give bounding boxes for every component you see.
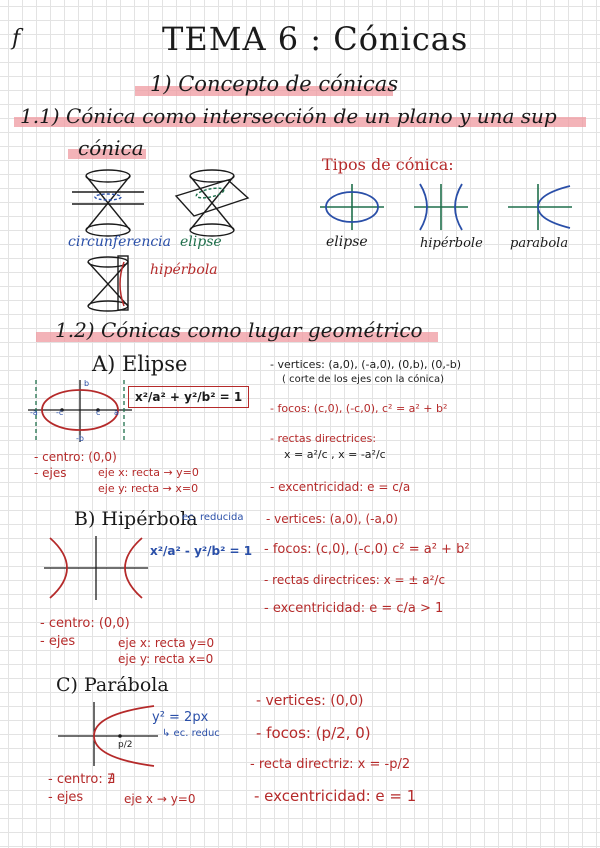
elipse-label-a: a [114,408,119,417]
hiperbola-vertices: - vertices: (a,0), (-a,0) [266,512,398,526]
elipse-label-neg-a: -a [30,408,38,417]
elipse-label-c: c [96,408,101,417]
parabola-p-half: p/2 [118,740,133,750]
parabola-vertices: - vertices: (0,0) [256,693,364,709]
tipo-label-parabola: parabola [510,236,569,251]
page-title: TEMA 6 : Cónicas [162,20,469,58]
elipse-vertices: - vertices: (a,0), (-a,0), (0,b), (0,-b) [270,358,462,371]
elipse-ejes: - ejes [34,466,67,480]
elipse-directrices-eq: x = a²/c , x = -a²/c [284,448,386,461]
hiperbola-focos: - focos: (c,0), (-c,0) c² = a² + b² [264,542,470,557]
parabola-heading: C) Parábola [56,674,169,696]
elipse-vertices-note: ( corte de los ejes con la cónica) [282,374,444,385]
elipse-excentricidad: - excentricidad: e = c/a [270,480,411,494]
section1-heading: 1) Concepto de cónicas [150,72,399,96]
tipo-parabola-figure [508,184,572,230]
elipse-equation [128,386,249,408]
elipse-label-neg-b: -b [76,434,84,443]
sub12-heading: 1.2) Cónicas como lugar geométrico [55,318,423,342]
elipse-label-neg-c: -c [56,408,64,417]
parabola-focos: - focos: (p/2, 0) [256,724,371,742]
hiperbola-directrices: - rectas directrices: x = ± a²/c [264,573,446,587]
parabola-diagram [58,702,158,766]
hiperbola-excentricidad: - excentricidad: e = c/a > 1 [264,601,444,616]
tipo-elipse-figure [320,184,384,230]
elipse-eje-y: eje y: recta → x=0 [98,482,199,495]
sub11-heading-line2: cónica [78,136,144,160]
hiperbola-equation: x²/a² - y²/b² = 1 [150,544,253,558]
hiperbola-diagram [44,536,148,600]
elipse-label-b: b [84,379,90,388]
tipo-label-elipse: elipse [326,234,368,250]
label-circunferencia: circunferencia [68,234,172,250]
parabola-centro: - centro: ∄ [48,772,116,787]
parabola-excentricidad: - excentricidad: e = 1 [254,787,417,805]
cone-elipse-figure [172,168,252,238]
elipse-eje-x: eje x: recta → y=0 [98,466,199,479]
elipse-heading: A) Elipse [92,352,188,376]
label-elipse: elipse [180,234,222,250]
parabola-reducida-label: ↳ ec. reduc [162,728,220,739]
parabola-directriz: - recta directriz: x = -p/2 [250,757,411,772]
elipse-focos: - focos: (c,0), (-c,0), c² = a² + b² [270,402,448,415]
hiperbola-eje-x: eje x: recta y=0 [118,636,215,650]
tipo-label-hiperbola: hipérbole [420,236,483,251]
parabola-eje-x: eje x → y=0 [124,792,196,806]
tipo-hiperbola-figure [414,184,468,230]
parabola-equation: y² = 2px [152,710,209,725]
sub11-heading: 1.1) Cónica como intersección de un plano y una sup [20,104,557,128]
cone-hiperbola-figure [78,256,148,312]
hiperbola-ejes: - ejes [40,634,76,649]
elipse-centro: - centro: (0,0) [34,450,117,464]
hiperbola-centro: - centro: (0,0) [40,616,130,631]
parabola-ejes: - ejes [48,790,84,805]
label-hiperbola: hipérbola [150,262,218,278]
hiperbola-eje-y: eje y: recta x=0 [118,652,214,666]
elipse-directrices: - rectas directrices: [270,432,377,445]
elipse-equation-text: x²/a² + y²/b² = 1 [135,390,243,404]
hiperbola-heading: B) Hipérbola [74,508,198,530]
corner-mark: f [12,26,21,51]
hiperbola-reducida-label: ec. reducida [182,512,244,523]
tipos-title: Tipos de cónica: [322,155,454,174]
cone-circunferencia-figure [68,168,148,238]
